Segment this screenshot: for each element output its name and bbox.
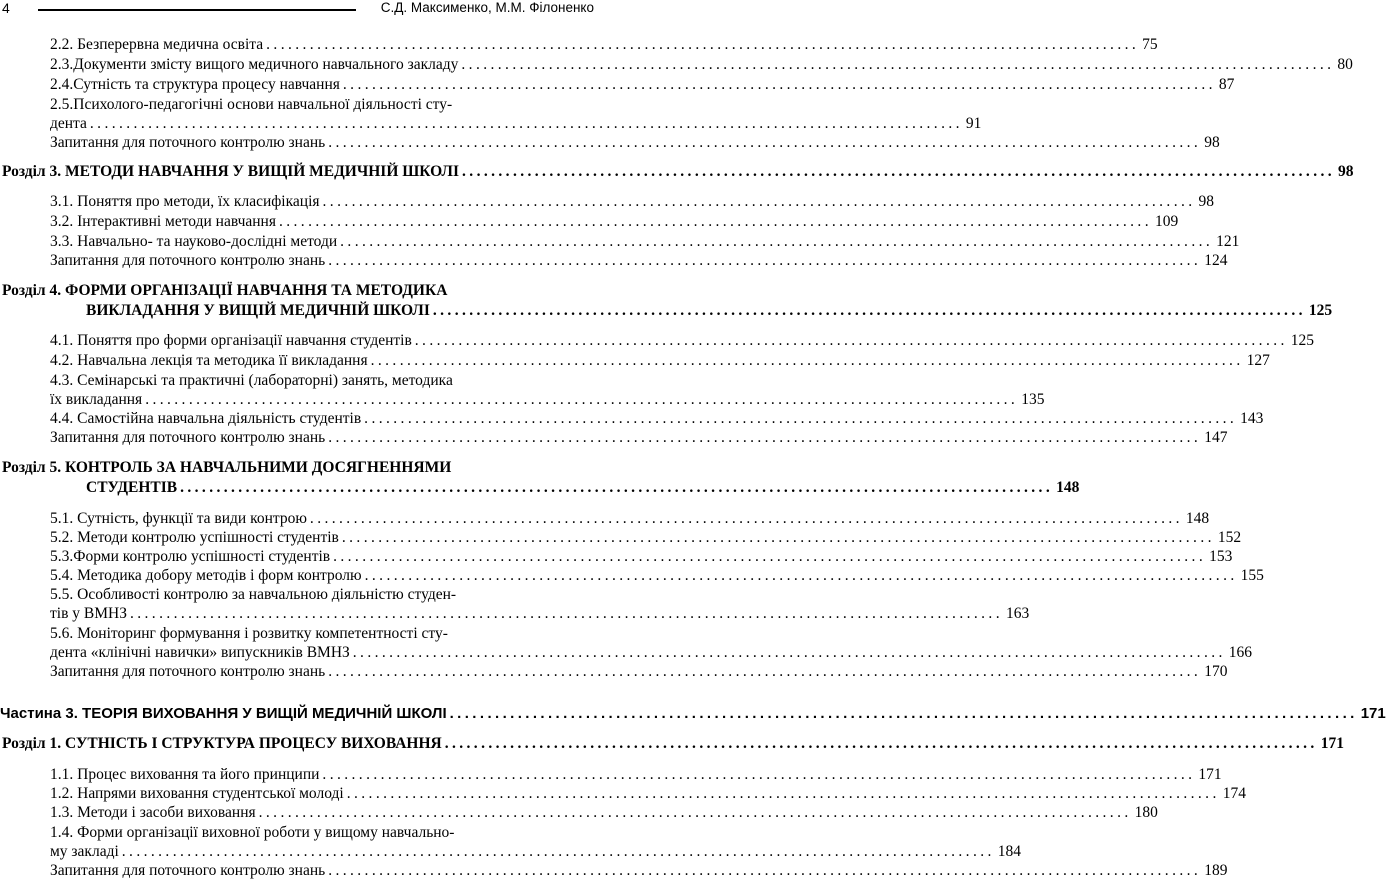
toc-section-line: Розділ 5. КОНТРОЛЬ ЗА НАВЧАЛЬНИМИ ДОСЯГНЕННЯМИ	[2, 459, 452, 476]
dot-leader: ........................................................................................................................	[432, 302, 1306, 319]
dot-leader: ........................................................................................................................	[258, 804, 1132, 821]
toc-entry: 5.3.Форми контролю успішності студентів ........................................................................................................................ 153	[50, 548, 1233, 565]
toc-entry: тів у ВМНЗ ........................................................................................................................ 163	[50, 605, 1030, 622]
toc-entry: 3.2. Інтерактивні методи навчання ........................................................................................................................ 109	[50, 213, 1179, 230]
dot-leader: ........................................................................................................................	[328, 252, 1202, 269]
toc-entry: 4.2. Навчальна лекція та методика її викладання ........................................................................................................................ 127	[50, 352, 1270, 369]
dot-leader: ........................................................................................................................	[346, 785, 1220, 802]
header-rule	[38, 9, 356, 11]
toc-part: Частина 3. ТЕОРІЯ ВИХОВАННЯ У ВИЩІЙ МЕДИЧНІЙ ШКОЛІ ........................................................................................................................ 171	[0, 705, 1386, 722]
dot-leader: ........................................................................................................................	[309, 510, 1183, 527]
toc-entry: Запитання для поточного контролю знань ........................................................................................................................ 98	[50, 134, 1220, 151]
dot-leader: ........................................................................................................................	[341, 529, 1215, 546]
dot-leader: ........................................................................................................................	[364, 567, 1238, 584]
toc-section: ВИКЛАДАННЯ У ВИЩІЙ МЕДИЧНІЙ ШКОЛІ ........................................................................................................................ 125	[86, 302, 1333, 319]
dot-leader: ........................................................................................................................	[322, 766, 1196, 783]
toc-entry: 5.1. Сутність, функції та види контрою ........................................................................................................................ 148	[50, 510, 1210, 527]
toc-section-line: Розділ 4. ФОРМИ ОРГАНІЗАЦІЇ НАВЧАННЯ ТА МЕТОДИКА	[2, 282, 448, 299]
dot-leader: ........................................................................................................................	[328, 663, 1202, 680]
dot-leader: ........................................................................................................................	[328, 134, 1202, 151]
dot-leader: ........................................................................................................................	[328, 862, 1202, 879]
toc-entry: дента «клінічні навички» випускників ВМНЗ ........................................................................................................................ 166	[50, 644, 1253, 661]
dot-leader: ........................................................................................................................	[129, 605, 1003, 622]
toc-entry: Запитання для поточного контролю знань ........................................................................................................................ 170	[50, 663, 1228, 680]
toc-entry: 1.2. Напрями виховання студентської молоді ........................................................................................................................ 174	[50, 785, 1246, 802]
dot-leader: ........................................................................................................................	[266, 36, 1140, 53]
dot-leader: ........................................................................................................................	[444, 735, 1318, 752]
toc-section: Розділ 3. МЕТОДИ НАВЧАННЯ У ВИЩІЙ МЕДИЧНІЙ ШКОЛІ ........................................................................................................................ 98	[2, 163, 1354, 180]
toc-entry: їх викладання ........................................................................................................................ 135	[50, 391, 1045, 408]
dot-leader: ........................................................................................................................	[121, 843, 995, 860]
dot-leader: ........................................................................................................................	[352, 644, 1226, 661]
toc-entry-line: 4.3. Семінарські та практичні (лабораторні) занять, методика	[50, 372, 453, 389]
dot-leader: ........................................................................................................................	[340, 233, 1214, 250]
dot-leader: ........................................................................................................................	[414, 332, 1288, 349]
toc-entry: 5.4. Методика добору методів і форм контролю ........................................................................................................................ 155	[50, 567, 1264, 584]
toc-section: СТУДЕНТІВ ........................................................................................................................ 148	[86, 479, 1080, 496]
toc-entry-line: 1.4. Форми організації виховної роботи у вищому навчально-	[50, 824, 455, 841]
toc-section: Розділ 1. СУТНІСТЬ І СТРУКТУРА ПРОЦЕСУ ВИХОВАННЯ ........................................................................................................................ 171	[2, 735, 1344, 752]
page-header	[0, 0, 598, 22]
toc-entry: дента ........................................................................................................................ 91	[50, 115, 982, 132]
toc-entry: 2.3.Документи змісту вищого медичного навчального закладу ........................................................................................................................ 80	[50, 56, 1353, 73]
toc-entry: му закладі ........................................................................................................................ 184	[50, 843, 1022, 860]
toc-entry: 1.3. Методи і засоби виховання ........................................................................................................................ 180	[50, 804, 1158, 821]
toc-entry: 4.1. Поняття про форми організації навчання студентів ........................................................................................................................ 125	[50, 332, 1315, 349]
toc-entry: 5.2. Методи контролю успішності студентів ........................................................................................................................ 152	[50, 529, 1242, 546]
page-number: 4	[2, 0, 10, 16]
toc-entry-line: 5.5. Особливості контролю за навчальною діяльністю студен-	[50, 586, 457, 603]
toc-entry: 3.3. Навчально- та науково-дослідні методи ........................................................................................................................ 121	[50, 233, 1240, 250]
toc-entry: Запитання для поточного контролю знань ........................................................................................................................ 124	[50, 252, 1228, 269]
dot-leader: ........................................................................................................................	[461, 56, 1335, 73]
toc-entry: 1.1. Процес виховання та його принципи ........................................................................................................................ 171	[50, 766, 1222, 783]
dot-leader: ........................................................................................................................	[180, 479, 1054, 496]
dot-leader: ........................................................................................................................	[278, 213, 1152, 230]
header-authors: С.Д. Максименко, М.М. Філоненко	[380, 0, 594, 15]
toc-entry-line: 2.5.Психолого-педагогічні основи навчальної діяльності сту-	[50, 96, 453, 113]
dot-leader: ........................................................................................................................	[322, 193, 1196, 210]
toc-entry: Запитання для поточного контролю знань ........................................................................................................................ 147	[50, 429, 1228, 446]
toc-entry: 2.4.Сутність та структура процесу навчання ........................................................................................................................ 87	[50, 76, 1235, 93]
dot-leader: ........................................................................................................................	[328, 429, 1202, 446]
toc-entry-line: 5.6. Моніторинг формування і розвитку компетентності сту-	[50, 625, 448, 642]
dot-leader: ........................................................................................................................	[89, 115, 963, 132]
dot-leader: ........................................................................................................................	[145, 391, 1019, 408]
dot-leader: ........................................................................................................................	[342, 76, 1216, 93]
dot-leader: ........................................................................................................................	[364, 410, 1238, 427]
dot-leader: ........................................................................................................................	[462, 163, 1336, 180]
toc-entry: Запитання для поточного контролю знань ........................................................................................................................ 189	[50, 862, 1228, 879]
toc-entry: 2.2. Безперервна медична освіта ........................................................................................................................ 75	[50, 36, 1158, 53]
toc-entry: 3.1. Поняття про методи, їх класифікація ........................................................................................................................ 98	[50, 193, 1215, 210]
toc-entry: 4.4. Самостійна навчальна діяльність студентів ........................................................................................................................ 143	[50, 410, 1264, 427]
dot-leader: ........................................................................................................................	[370, 352, 1244, 369]
dot-leader: ........................................................................................................................	[449, 705, 1358, 722]
dot-leader: ........................................................................................................................	[333, 548, 1207, 565]
